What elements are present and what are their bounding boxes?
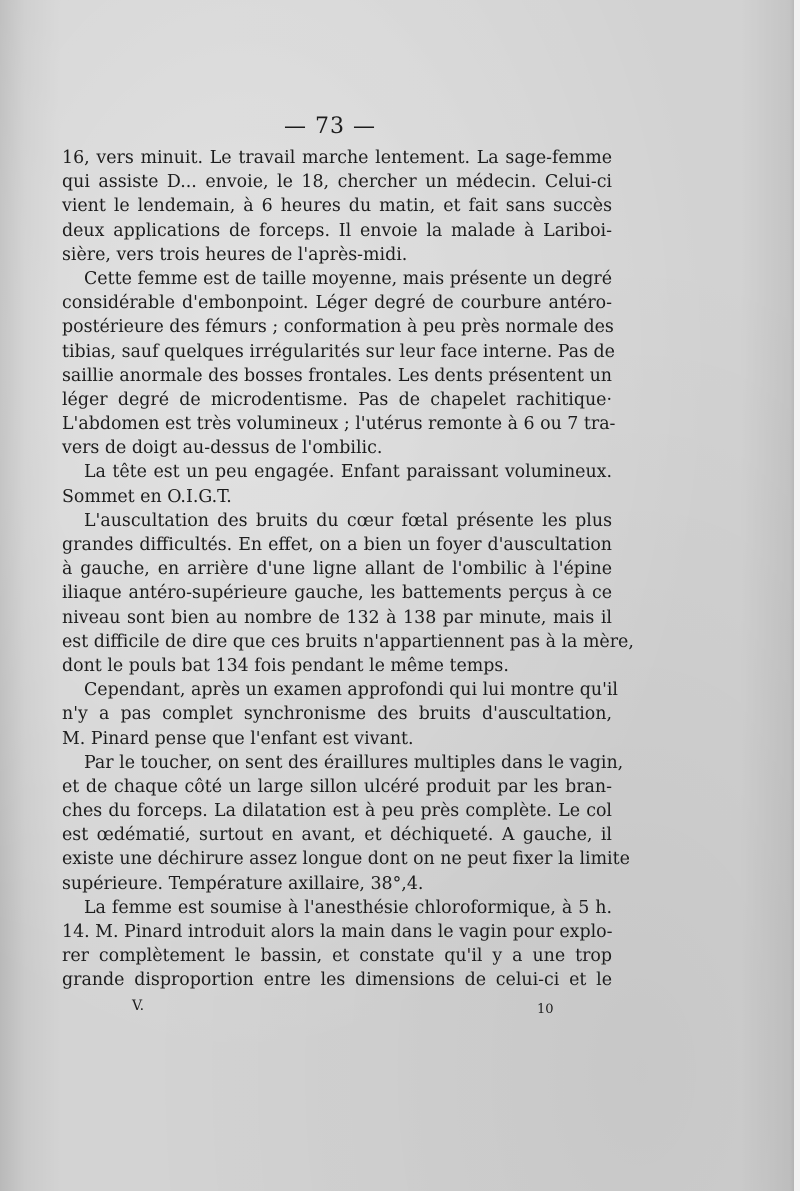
- text-line: est œdématié, surtout en avant, et déchiqueté. A gauche, il: [62, 825, 612, 846]
- text-line: rer complètement le bassin, et constate qu'il y a une trop: [62, 946, 612, 967]
- text-line: et de chaque côté un large sillon ulcéré produit par les bran-: [62, 776, 612, 797]
- text-line: sière, vers trois heures de l'après-midi.: [62, 244, 408, 265]
- text-line: dont le pouls bat 134 fois pendant le même temps.: [62, 655, 509, 676]
- text-line: tibias, sauf quelques irrégularités sur leur face interne. Pas de: [62, 341, 615, 362]
- text-line: saillie anormale des bosses frontales. Les dents présentent un: [62, 365, 612, 386]
- text-line: grandes difficultés. En effet, on a bien un foyer d'auscultation: [62, 535, 612, 555]
- text-line: L'abdomen est très volumineux ; l'utérus remonte à 6 ou 7 tra-: [62, 414, 616, 435]
- text-line: supérieure. Température axillaire, 38°,4.: [62, 873, 424, 894]
- text-line: ches du forceps. La dilatation est à peu près complète. Le col: [62, 801, 612, 822]
- text-line: Cette femme est de taille moyenne, mais présente un degré: [84, 268, 612, 289]
- text-line: existe une déchirure assez longue dont on ne peut fixer la limite: [62, 849, 630, 870]
- text-line: Cependant, après un examen approfondi qui lui montre qu'il: [84, 680, 618, 701]
- text-line: léger degré de microdentisme. Pas de chapelet rachitique·: [62, 389, 612, 410]
- text-line: à gauche, en arrière d'une ligne allant de l'ombilic à l'épine: [62, 559, 612, 580]
- text-line: considérable d'embonpoint. Léger degré de courbure antéro-: [62, 293, 612, 314]
- text-line: postérieure des fémurs ; conformation à peu près normale des: [62, 317, 614, 338]
- page-number-header: — 73 —: [284, 114, 376, 139]
- text-line: qui assiste D... envoie, le 18, chercher un médecin. Celui-ci: [62, 172, 612, 193]
- text-line: La femme est soumise à l'anesthésie chloroformique, à 5 h.: [84, 897, 612, 918]
- body-text: [62, 146, 634, 993]
- text-line: grande disproportion entre les dimensions de celui-ci et le: [62, 970, 612, 991]
- text-line: L'auscultation des bruits du cœur fœtal présente les plus: [84, 510, 612, 531]
- text-line: M. Pinard pense que l'enfant est vivant.: [62, 728, 414, 749]
- text-line: niveau sont bien au nombre de 132 à 138 par minute, mais il: [62, 607, 612, 628]
- text-line: Sommet en O.I.G.T.: [62, 486, 232, 507]
- text-line: est difficile de dire que ces bruits n'appartiennent pas à la mère,: [62, 631, 634, 652]
- text-line: vient le lendemain, à 6 heures du matin, et fait sans succès: [62, 196, 612, 217]
- text-line: Par le toucher, on sent des éraillures multiples dans le vagin,: [84, 752, 624, 773]
- text-line: La tête est un peu engagée. Enfant paraissant volumineux.: [84, 462, 612, 483]
- signature-mark: V.: [132, 998, 145, 1014]
- page-edge: [794, 0, 800, 1191]
- text-line: deux applications de forceps. Il envoie la malade à Lariboi-: [62, 220, 612, 241]
- text-line: 14. M. Pinard introduit alors la main dans le vagin pour explo-: [62, 922, 613, 942]
- text-line: 16, vers minuit. Le travail marche lentement. La sage-femme: [62, 148, 612, 168]
- sheet-number: 10: [537, 1002, 554, 1017]
- text-line: vers de doigt au-dessus de l'ombilic.: [62, 438, 383, 459]
- text-line: n'y a pas complet synchronisme des bruits d'auscultation,: [62, 704, 612, 725]
- text-line: iliaque antéro-supérieure gauche, les battements perçus à ce: [62, 583, 612, 604]
